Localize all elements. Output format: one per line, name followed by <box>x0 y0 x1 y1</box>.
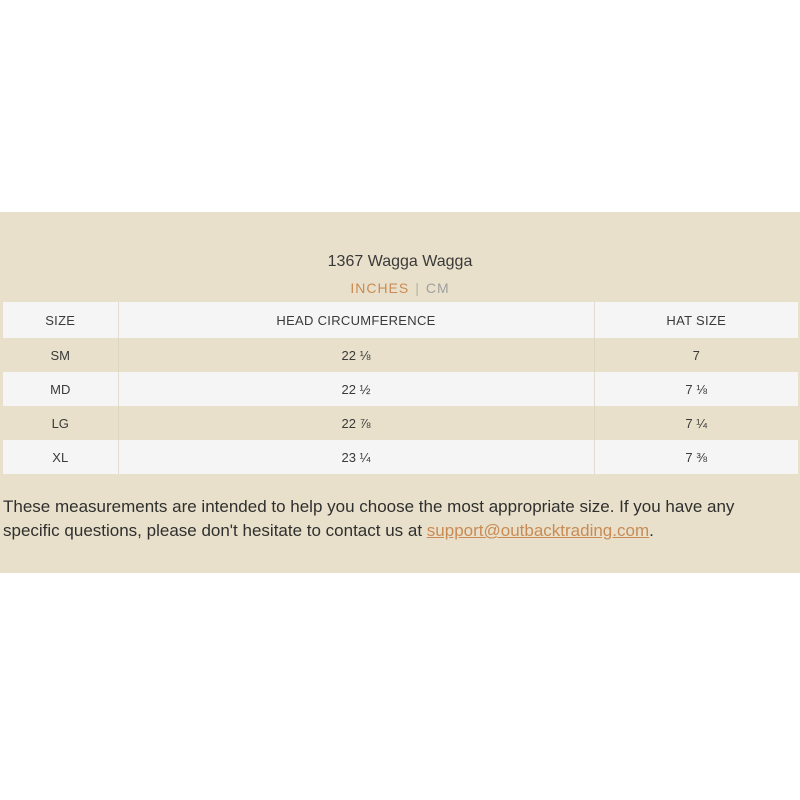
unit-toggle <box>0 280 800 296</box>
table-row <box>3 338 798 372</box>
table-row <box>3 440 798 474</box>
hat-size-cell: 7 ⅛ <box>685 381 708 397</box>
size-cell: LG <box>3 406 118 440</box>
table-header-row <box>3 302 798 338</box>
head-circumference-cell: 23 ¼ <box>118 440 594 474</box>
column-header-size: SIZE <box>3 302 118 338</box>
column-header-hat-size: HAT SIZE <box>666 312 727 328</box>
size-chart-panel <box>0 212 800 573</box>
size-cell: XL <box>3 440 118 474</box>
unit-cm-tab[interactable]: CM <box>425 280 450 296</box>
note-text: These measurements are intended to help you choose the most appropriate size. If you have any specific questions, please don't hesitate to contact us at <box>3 497 735 540</box>
measurement-note <box>3 495 793 543</box>
size-table <box>3 302 798 474</box>
size-cell: MD <box>3 372 118 406</box>
head-circumference-cell: 22 ⅞ <box>118 406 594 440</box>
hat-size-cell: 7 <box>692 347 700 363</box>
hat-size-cell: 7 ¼ <box>685 415 708 431</box>
head-circumference-cell: 22 ½ <box>118 372 594 406</box>
hat-size-cell: 7 ⅜ <box>685 449 708 465</box>
support-email-link[interactable]: support@outbacktrading.com <box>426 521 650 540</box>
unit-separator: | <box>415 280 420 296</box>
head-circumference-cell: 22 ⅛ <box>118 338 594 372</box>
note-end: . <box>649 521 654 540</box>
table-row <box>3 372 798 406</box>
chart-title: 1367 Wagga Wagga <box>327 253 473 270</box>
table-row <box>3 406 798 440</box>
unit-inches-tab[interactable]: INCHES <box>350 280 410 296</box>
size-cell: SM <box>3 338 118 372</box>
column-header-head-circumference: HEAD CIRCUMFERENCE <box>118 302 594 338</box>
